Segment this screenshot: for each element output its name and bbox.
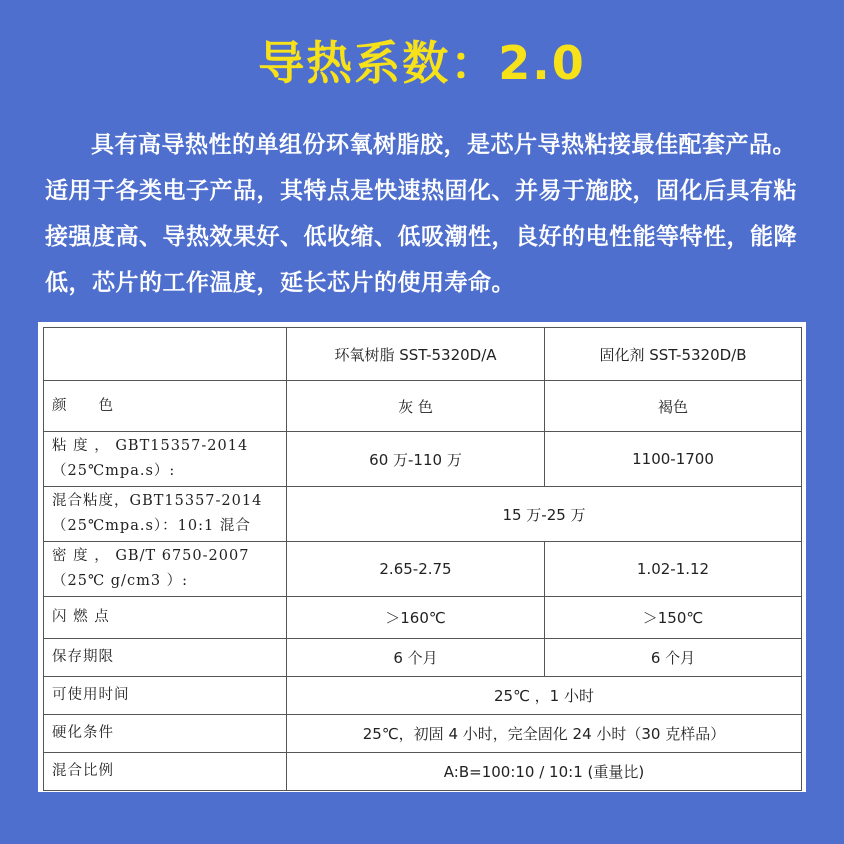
table-header-row	[44, 328, 802, 381]
spec-table	[43, 327, 802, 791]
value-flash-point-b: ＞150℃	[545, 597, 802, 639]
table-row-color	[44, 381, 802, 432]
table-row-shelf-life	[44, 639, 802, 677]
table-row-mix-ratio	[44, 753, 802, 791]
value-curing: 25℃，初固 4 小时，完全固化 24 小时（30 克样品）	[287, 715, 802, 753]
table-row-viscosity	[44, 432, 802, 487]
value-density-a: 2.65-2.75	[287, 542, 545, 597]
page-title: 导热系数：2.0	[258, 36, 586, 90]
label-density-line1: 密 度 ， GB/T 6750-2007	[52, 548, 250, 564]
table-row-mixed-viscosity	[44, 487, 802, 542]
table-row-flash-point	[44, 597, 802, 639]
value-shelf-life-a: 6 个月	[287, 639, 545, 677]
label-shelf-life: 保存期限	[44, 639, 287, 677]
label-mixed-viscosity	[44, 487, 287, 542]
label-flash-point: 闪 燃 点	[44, 597, 287, 639]
value-color-b: 褐色	[545, 381, 802, 432]
value-color-a: 灰 色	[287, 381, 545, 432]
value-pot-life: 25℃ ，1 小时	[287, 677, 802, 715]
value-viscosity-b: 1100-1700	[545, 432, 802, 487]
value-density-b: 1.02-1.12	[545, 542, 802, 597]
header-hardener-b: 固化剂 SST-5320D/B	[545, 328, 802, 381]
table-row-density	[44, 542, 802, 597]
label-curing: 硬化条件	[44, 715, 287, 753]
label-viscosity-line1: 粘 度 ， GBT15357-2014	[52, 438, 249, 454]
header-resin-a: 环氧树脂 SST-5320D/A	[287, 328, 545, 381]
label-color: 颜 色	[44, 381, 287, 432]
label-density	[44, 542, 287, 597]
label-viscosity	[44, 432, 287, 487]
label-pot-life: 可使用时间	[44, 677, 287, 715]
header-empty-cell	[44, 328, 287, 381]
spec-table-container	[38, 322, 806, 792]
value-mix-ratio: A:B=100:10 / 10:1 (重量比)	[287, 753, 802, 791]
table-row-curing	[44, 715, 802, 753]
value-flash-point-a: ＞160℃	[287, 597, 545, 639]
value-shelf-life-b: 6 个月	[545, 639, 802, 677]
table-row-pot-life	[44, 677, 802, 715]
value-mixed-viscosity: 15 万-25 万	[287, 487, 802, 542]
value-viscosity-a: 60 万-110 万	[287, 432, 545, 487]
label-mixed-viscosity-line2: （25℃mpa.s）：10:1 混合	[52, 518, 251, 534]
label-density-line2: （25℃ g/cm3 ）:	[52, 573, 189, 589]
label-mix-ratio: 混合比例	[44, 753, 287, 791]
product-description: 具有高导热性的单组份环氧树脂胶，是芯片导热粘接最佳配套产品。适用于各类电子产品，其特点是快速热固化、并易于施胶，固化后具有粘接强度高、导热效果好、低收缩、低吸潮性，良好的电性能等特性，能降低，芯片的工作温度，延长芯片的使用寿命。	[45, 132, 797, 296]
label-mixed-viscosity-line1: 混合粘度，GBT15357-2014	[52, 493, 263, 509]
label-viscosity-line2: （25℃mpa.s）:	[52, 463, 176, 479]
